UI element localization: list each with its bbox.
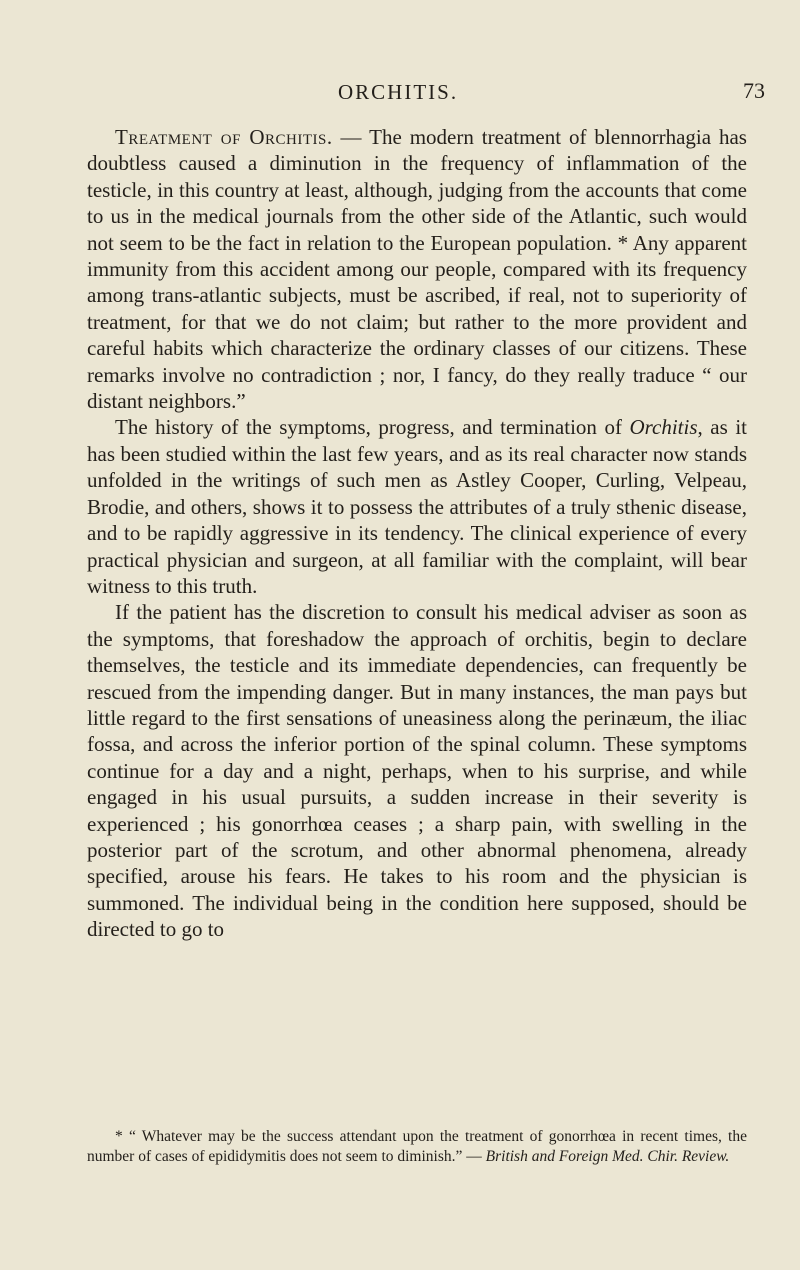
- footnote: [87, 1127, 747, 1167]
- running-title: ORCHITIS.: [338, 80, 459, 104]
- page-number: 73: [743, 78, 765, 103]
- footnote-source: British and Foreign Med. Chir. Review.: [485, 1148, 730, 1165]
- paragraph-lead: The history of the symptoms, progress, and termination of: [115, 415, 630, 440]
- paragraph-text: If the patient has the discretion to consult his medical adviser as soon as the symptoms, that foreshadow the approach of orchitis, begin to declare themselves, the testicle and its immediate dependencies, can frequently be rescued from the impending danger. But in many instances, the man pays but little regard to the first sensations of uneasiness along the perinæum, the iliac fossa, and across the inferior portion of the spinal column. These symptoms continue for a day and a night, perhaps, when to his surprise, and while engaged in his usual pursuits, a sudden increase in their severity is experienced ; his gonorrhœa ceases ; a sharp pain, with swelling in the posterior part of the scrotum, and other abnormal phenomena, already specified, arouse his fears. He takes to his room and the physician is summoned. The individual being in the condition here supposed, should be directed to go to: [87, 600, 747, 942]
- paragraph-history: [87, 414, 747, 599]
- body-text: [87, 124, 747, 943]
- paragraph-text: — The modern treatment of blennorrhagia has doubtless caused a diminution in the frequency of inflammation of the testicle, in this country at least, although, judging from the accounts that come to us in the medical journals from the other side of the Atlantic, such would not seem to be the fact in relation to the European population. * Any apparent immunity from this accident among our people, compared with its frequency among trans-atlantic subjects, must be ascribed, if real, not to superiority of treatment, for that we do not claim; but rather to the more provident and careful habits which characterize the ordinary classes of our citizens. These remarks involve no contradiction ; nor, I fancy, do they really traduce “ our distant neighbors.”: [87, 125, 747, 414]
- paragraph-text: , as it has been studied within the last few years, and as its real character now stands unfolded in the writings of such men as Astley Cooper, Curling, Velpeau, Brodie, and others, shows it to possess the attributes of a truly sthenic disease, and to be rapidly aggressive in its tendency. The clinical experience of every practical physician and surgeon, at all familiar with the complaint, will bear witness to this truth.: [87, 415, 747, 598]
- section-heading: Treatment of Orchitis.: [115, 125, 333, 149]
- paragraph-treatment: [87, 124, 747, 414]
- italic-term: Orchitis: [629, 415, 698, 440]
- paragraph-patient: [87, 599, 747, 942]
- footnote-paragraph: [87, 1127, 747, 1167]
- footnote-text: * “ Whatever may be the success attendant upon the treatment of gonorrhœa in recent times, the number of cases of epididymitis does not seem to diminish.” —: [87, 1128, 747, 1165]
